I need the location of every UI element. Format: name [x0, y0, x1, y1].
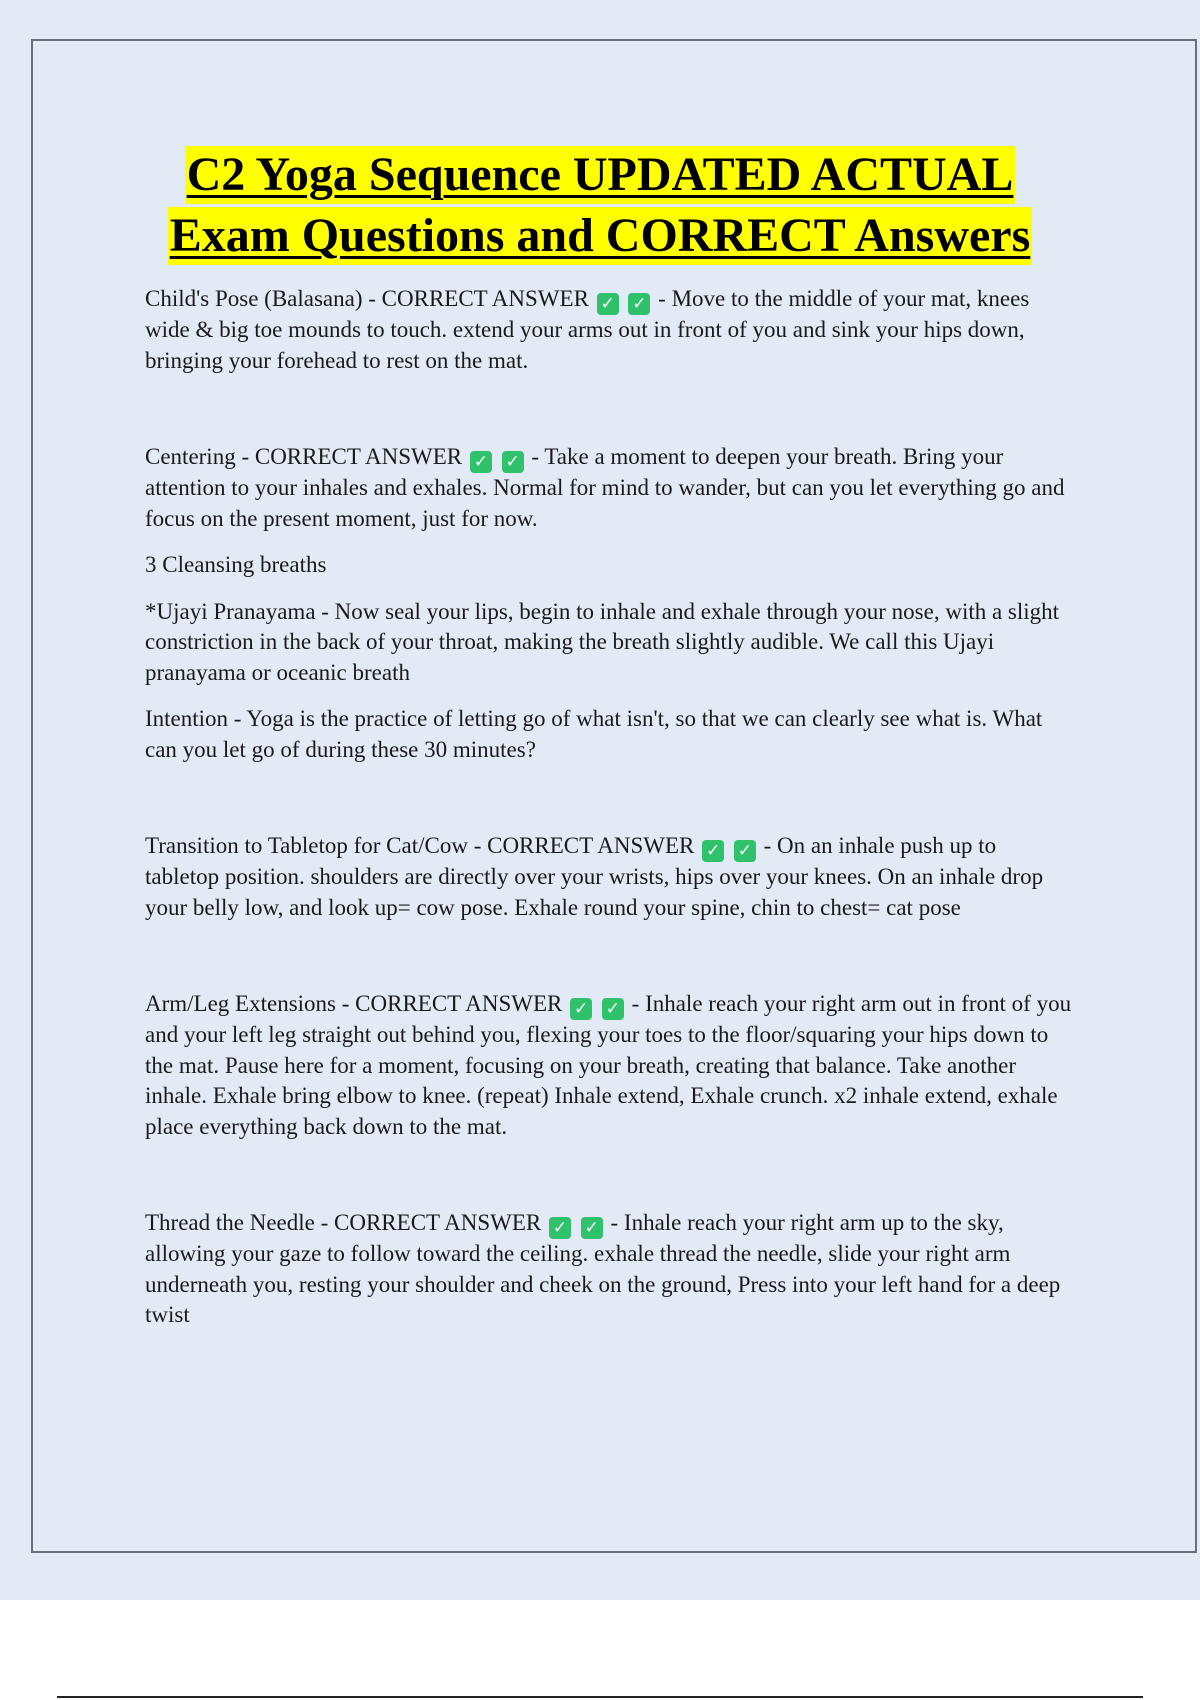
qa-answer: - Inhale reach your right arm out in front of you and your left leg straight out behind you, flexing your toes to the floor/squaring your hips down to the mat. Pause here for a moment, focusing on your breath, creating that balance. Take another inhale. Exhale bring elbow to knee. (repeat) Inhale extend, Exhale crunch. x2 inhale extend, exhale place everything back down to the mat.: [145, 991, 1072, 1139]
qa-answer: - Inhale reach your right arm up to the sky, allowing your gaze to follow toward the ceiling. exhale thread the needle, slide your right arm underneath you, resting your shoulder and cheek on the ground, Press into your left hand for a deep twist: [145, 1210, 1061, 1327]
qa-extra-ujayi: *Ujayi Pranayama - Now seal your lips, begin to inhale and exhale through your nose, with a slight constriction in the back of your throat, making the breath slightly audible. We call this Ujayi pranayama or oceanic breath: [145, 598, 1060, 685]
check-box-icon: ✓: [502, 451, 524, 473]
check-box-icon: ✓: [570, 998, 592, 1020]
qa-term: Child's Pose (Balasana) - CORRECT ANSWER: [145, 286, 589, 311]
qa-term: Thread the Needle - CORRECT ANSWER: [145, 1210, 542, 1235]
title-line-1: C2 Yoga Sequence UPDATED ACTUAL: [185, 146, 1016, 204]
check-box-icon: ✓: [628, 293, 650, 315]
check-box-icon: ✓: [734, 840, 756, 862]
qa-answer: - Move to the middle of your mat, knees wide & big toe mounds to touch. extend your arms out in front of you and sink your hips down, bringing your forehead to rest on the mat.: [145, 286, 1030, 373]
qa-answer: - On an inhale push up to tabletop position. shoulders are directly over your wrists, hips over your knees. On an inhale drop your belly low, and look up= cow pose. Exhale round your spine, chin to chest= cat pose: [145, 833, 1044, 920]
check-box-icon: ✓: [602, 998, 624, 1020]
check-box-icon: ✓: [470, 451, 492, 473]
title-line-2: Exam Questions and CORRECT Answers: [168, 207, 1033, 265]
qa-item-thread-needle: [145, 1208, 1075, 1331]
document-title: [0, 146, 1200, 268]
qa-list: [145, 284, 1075, 1331]
qa-extra-cleansing: 3 Cleansing breaths: [145, 552, 327, 577]
check-box-icon: ✓: [581, 1217, 603, 1239]
check-box-icon: ✓: [549, 1217, 571, 1239]
qa-answer: - Take a moment to deepen your breath. Bring your attention to your inhales and exhales. Normal for mind to wander, but can you let everything go and focus on the present moment, just for now.: [145, 444, 1065, 531]
qa-item-arm-leg: [145, 989, 1075, 1142]
qa-term: Transition to Tabletop for Cat/Cow - CORRECT ANSWER: [145, 833, 695, 858]
qa-term: Arm/Leg Extensions - CORRECT ANSWER: [145, 991, 563, 1016]
qa-term: Centering - CORRECT ANSWER: [145, 444, 463, 469]
qa-extra-intention: Intention - Yoga is the practice of letting go of what isn't, so that we can clearly see what is. What can you let go of during these 30 minutes?: [145, 706, 1043, 762]
check-box-icon: ✓: [597, 293, 619, 315]
qa-item-centering: [145, 442, 1075, 534]
qa-item-childs-pose: [145, 284, 1075, 376]
qa-item-tabletop: [145, 831, 1075, 923]
footer-divider: [57, 1696, 1143, 1698]
check-box-icon: ✓: [702, 840, 724, 862]
